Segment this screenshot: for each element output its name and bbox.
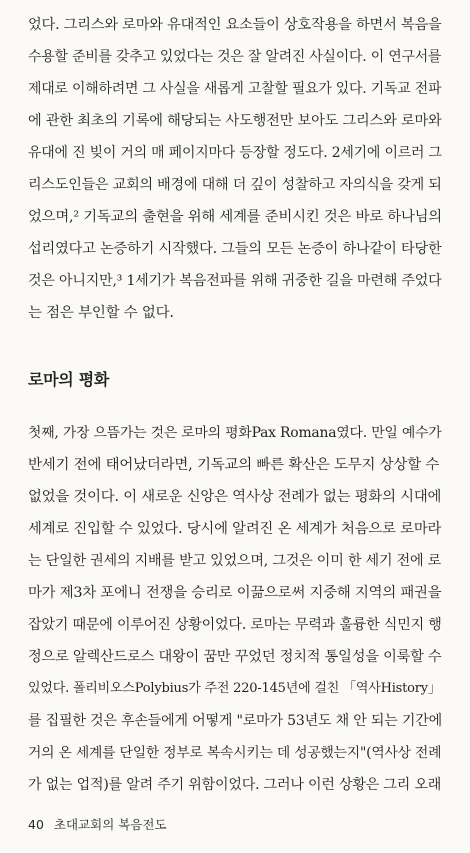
text-line: 가 없는 업적)를 알려 주기 위함이었다. 그러나 이런 상황은 그리 오래 [28, 777, 442, 793]
text-line: 정으로 알렉산드로스 대왕이 꿈만 꾸었던 정치적 통일성을 이룩할 수 [28, 649, 442, 665]
text-line: 유대에 진 빚이 거의 매 페이지마다 등장할 정도다. 2세기에 이르러 그 [28, 145, 442, 161]
text-line: 세계로 진입할 수 있었다. 당시에 알려진 온 세계가 처음으로 로마라 [28, 521, 442, 537]
book-title: 초대교회의 복음전도 [53, 817, 167, 832]
text-line: 었으며,² 기독교의 출현을 위해 세계를 준비시킨 것은 바로 하나님의 [28, 209, 442, 225]
text-line: 거의 온 세계를 단일한 정부로 복속시키는 데 성공했는지"(역사상 전례 [28, 745, 442, 761]
text-line: 리스도인들은 교회의 배경에 대해 더 깊이 성찰하고 자의식을 갖게 되 [28, 177, 442, 193]
section-heading: 로마의 평화 [28, 370, 110, 389]
page-footer [28, 815, 167, 833]
text-line: 었다. 그리스와 로마와 유대적인 요소들이 상호작용을 하면서 복음을 [28, 17, 442, 33]
paragraph-intro [28, 9, 446, 329]
page-number: 40 [28, 817, 44, 832]
text-line: 는 단일한 권세의 지배를 받고 있었으며, 그것은 이미 한 세기 전에 로 [28, 553, 442, 569]
text-line: 섭리였다고 논증하기 시작했다. 그들의 모든 논증이 하나같이 타당한 [28, 241, 442, 257]
text-line: 반세기 전에 태어났더라면, 기독교의 빠른 확산은 도무지 상상할 수 [28, 457, 440, 473]
text-line: 를 집필한 것은 후손들에게 어떻게 "로마가 53년도 채 안 되는 기간에 [28, 713, 442, 729]
text-line: 없었을 것이다. 이 새로운 신앙은 역사상 전례가 없는 평화의 시대에 [28, 489, 442, 505]
text-line: 첫째, 가장 으뜸가는 것은 로마의 평화Pax Romana였다. 만일 예수가 [28, 425, 442, 441]
paragraph-pax-romana [28, 417, 446, 801]
text-line: 에 관한 최초의 기록에 해당되는 사도행전만 보아도 그리스와 로마와 [28, 113, 442, 129]
text-line: 제대로 이해하려면 그 사실을 새롭게 고찰할 필요가 있다. 기독교 전파 [28, 81, 442, 97]
text-line: 마가 제3차 포에니 전쟁을 승리로 이끎으로써 지중해 지역의 패권을 [28, 585, 442, 601]
text-line: 있었다. 폴리비오스Polybius가 주전 220-145년에 걸친 「역사History」 [28, 681, 441, 696]
text-line: 수용할 준비를 갖추고 있었다는 것은 잘 알려진 사실이다. 이 연구서를 [28, 49, 442, 65]
text-line: 잡았기 때문에 이루어진 상황이었다. 로마는 무력과 훌륭한 식민지 행 [28, 617, 442, 633]
text-line: 는 점은 부인할 수 없다. [28, 305, 174, 321]
text-line: 것은 아니지만,³ 1세기가 복음전파를 위해 귀중한 길을 마련해 주었다 [28, 273, 442, 289]
